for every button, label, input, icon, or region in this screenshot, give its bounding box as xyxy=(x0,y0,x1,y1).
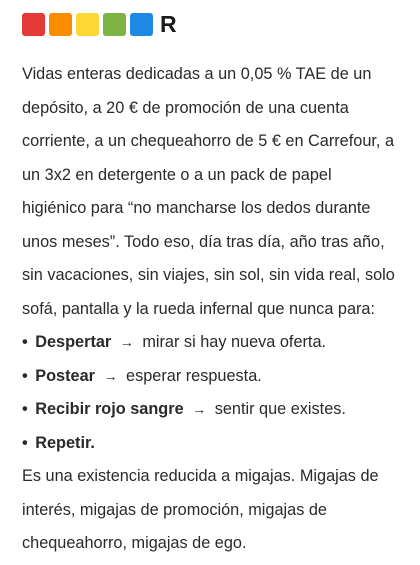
orange-square-icon xyxy=(49,13,72,36)
list-item xyxy=(22,393,398,427)
green-square-icon xyxy=(103,13,126,36)
red-square-icon xyxy=(22,13,45,36)
list-item xyxy=(22,427,398,461)
bullet-dot: • xyxy=(22,366,28,385)
post-header xyxy=(22,10,398,38)
bullet-dot: • xyxy=(22,333,28,351)
yellow-square-icon xyxy=(76,13,99,36)
list-item xyxy=(22,326,398,360)
bullet-text: esperar respuesta. xyxy=(126,366,262,385)
bullet-term: Postear xyxy=(35,366,95,385)
bullet-dot: • xyxy=(22,433,28,452)
arrow-icon: → xyxy=(119,334,134,350)
arrow-icon: → xyxy=(103,367,118,384)
list-item xyxy=(22,360,398,394)
bullet-list xyxy=(22,326,398,460)
intro-paragraph: Vidas enteras dedicadas a un 0,05 % TAE de un depósito, a 20 € de promoción de una cuenta corriente, a un chequeahorro de 5 € en Carrefour, a un 3x2 en detergente o a un pack de papel higiénico para “no mancharse los dedos durante unos meses”. Todo eso, día tras día, año tras año, sin vacaciones, sin viajes, sin sol, sin vida real, solo sofá, pantalla y la rueda infernal que nunca para: xyxy=(22,65,395,318)
bullet-term: Despertar xyxy=(35,333,112,351)
bullet-term: Repetir. xyxy=(35,433,95,452)
bullet-text: mirar si hay nueva oferta. xyxy=(142,333,327,351)
outro-paragraph: Es una existencia reducida a migajas. Migajas de interés, migajas de promoción, migajas de chequeahorro, migajas de ego. xyxy=(22,467,379,552)
bullet-text: sentir que existes. xyxy=(214,400,346,418)
arrow-icon: → xyxy=(192,401,207,417)
blue-square-icon xyxy=(130,13,153,36)
bullet-term: Recibir rojo sangre xyxy=(35,400,184,418)
bullet-dot: • xyxy=(22,400,28,418)
header-letter: R xyxy=(160,10,177,37)
